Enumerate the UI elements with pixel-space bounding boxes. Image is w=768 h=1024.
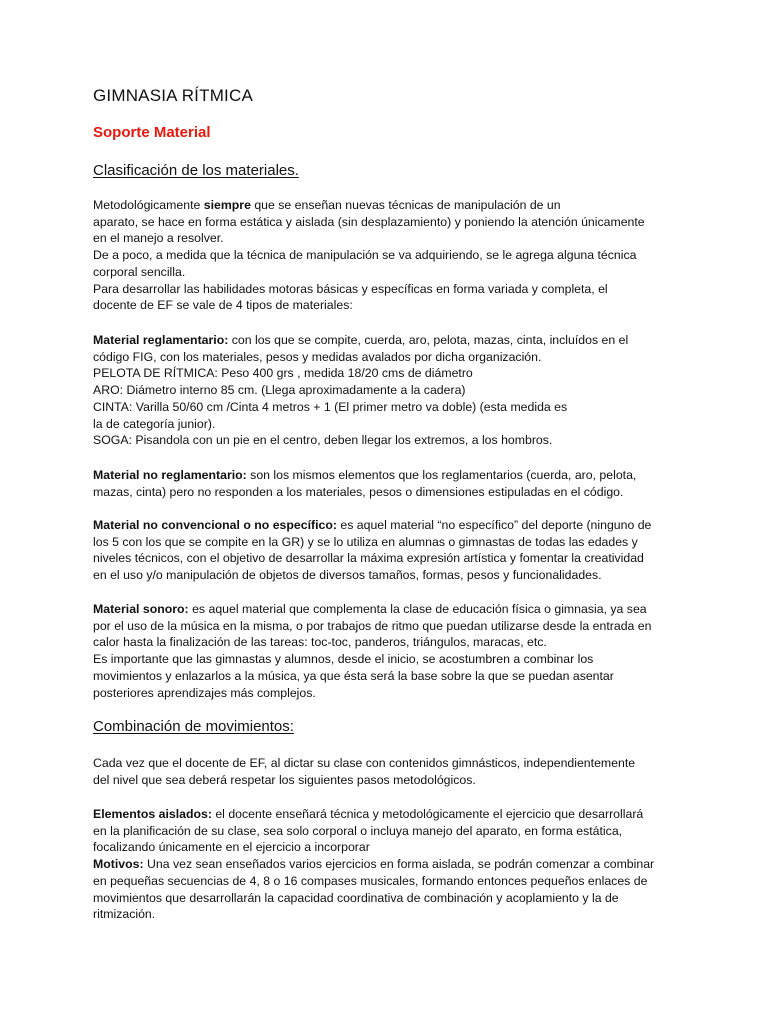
- document-subtitle: Soporte Material: [93, 124, 211, 141]
- text-line: en el uso y/o manipulación de objetos de diversos tamaños, formas, pesos y funcionalidades.: [93, 568, 602, 583]
- text-line: movimientos que desarrollarán la capacidad coordinativa de combinación y acoplamiento y la de: [93, 890, 619, 905]
- text-line: Cada vez que el docente de EF, al dictar su clase con contenidos gimnásticos, independientemente: [93, 756, 636, 770]
- text-run: con los que se compite, cuerda, aro, pelota, mazas, cinta, incluídos en el: [228, 333, 629, 347]
- text-line: por el uso de la música en la misma, o por trabajos de ritmo que puedan utilizarse desde la entrada en: [93, 618, 652, 633]
- text-line: en la planificación de su clase, sea solo corporal o incluya manejo del aparato, en forma estática,: [93, 823, 623, 838]
- text-line: código FIG, con los materiales, pesos y medidas avalados por dicha organización.: [93, 349, 542, 364]
- text-line: [93, 601, 683, 618]
- text-run: es aquel material “no específico” del deporte (ninguno de: [336, 518, 652, 532]
- text-run: Metodológicamente: [93, 198, 204, 212]
- bold-label: Elementos aislados:: [93, 807, 212, 821]
- text-line: posteriores aprendizajes más complejos.: [93, 685, 316, 700]
- paragraph-material-reglamentario: [93, 332, 683, 449]
- text-line: focalizando únicamente en el ejercicio a incorporar: [93, 840, 370, 855]
- text-line: [93, 517, 683, 534]
- paragraph-material-sonoro: [93, 601, 683, 701]
- text-run: el docente enseñará técnica y metodológicamente el ejercicio que desarrollará: [211, 807, 644, 821]
- text-line: [93, 197, 683, 214]
- text-line: CINTA: Varilla 50/60 cm /Cinta 4 metros + 1 (El primer metro va doble) (esta medida es: [93, 399, 568, 414]
- text-run: Una vez sean enseñados varios ejercicios en forma aislada, se podrán comenzar a combinar: [143, 857, 655, 872]
- section-heading-combinacion: Combinación de movimientos:: [93, 718, 294, 735]
- text-line: [93, 332, 683, 349]
- text-line: la de categoría junior).: [93, 416, 216, 431]
- text-line: PELOTA DE RÍTMICA: Peso 400 grs , medida 18/20 cms de diámetro: [93, 366, 473, 381]
- section-heading-clasificacion: Clasificación de los materiales.: [93, 162, 299, 179]
- text-line: ARO: Diámetro interno 85 cm. (Llega aproximadamente a la cadera): [93, 383, 466, 398]
- text-line: corporal sencilla.: [93, 264, 186, 279]
- text-line: [93, 467, 683, 484]
- text-line: SOGA: Pisandola con un pie en el centro, deben llegar los extremos, a los hombros.: [93, 433, 553, 448]
- text-line: los 5 con los que se compite en la GR) y se lo utiliza en alumnas o gimnastas de todas las edades y: [93, 534, 638, 549]
- text-run: son los mismos elementos que los reglamentarios (cuerda, aro, pelota,: [246, 468, 637, 482]
- bold-label: Material sonoro:: [93, 602, 189, 616]
- bold-label: Material reglamentario:: [93, 333, 229, 347]
- text-line: del nivel que sea deberá respetar los siguientes pasos metodológicos.: [93, 772, 476, 787]
- bold-label: Material no reglamentario:: [93, 468, 247, 482]
- text-run: que se enseñan nuevas técnicas de manipulación de un: [250, 198, 561, 212]
- text-line: [93, 856, 683, 873]
- text-line: ritmización.: [93, 907, 156, 922]
- paragraph-intro: [93, 197, 683, 314]
- text-line: Para desarrollar las habilidades motoras básicas y específicas en forma variada y completa, el: [93, 281, 608, 296]
- paragraph-elementos-aislados: [93, 806, 683, 923]
- text-line: docente de EF se vale de 4 tipos de materiales:: [93, 298, 353, 313]
- text-line: calor hasta la finalización de las tareas: toc-toc, panderos, triángulos, maracas, etc.: [93, 635, 547, 650]
- text-line: movimientos y enlazarlos a la música, ya que ésta será la base sobre la que se puedan asentar: [93, 668, 614, 683]
- bold-label: Motivos:: [93, 857, 144, 872]
- paragraph-combinacion-intro: [93, 755, 683, 788]
- text-line: [93, 806, 683, 823]
- text-line: mazas, cinta) pero no responden a los materiales, pesos o dimensiones estipuladas en el código.: [93, 484, 624, 499]
- text-line: niveles técnicos, con el objetivo de desarrollar la máxima expresión artística y fomentar la creatividad: [93, 551, 644, 566]
- bold-text: siempre: [203, 198, 251, 212]
- text-line: De a poco, a medida que la técnica de manipulación se va adquiriendo, se le agrega alguna técnica: [93, 248, 637, 263]
- bold-label: Material no convencional o no específico:: [93, 518, 337, 532]
- text-line: en pequeñas secuencias de 4, 8 o 16 compases musicales, formando entonces pequeños enlaces de: [93, 873, 648, 888]
- text-line: en el manejo a resolver.: [93, 231, 224, 246]
- text-line: aparato, se hace en forma estática y aislada (sin desplazamiento) y poniendo la atención únicamente: [93, 214, 645, 229]
- text-run: es aquel material que complementa la clase de educación física o gimnasia, ya sea: [188, 602, 647, 616]
- document-title: GIMNASIA RÍTMICA: [93, 86, 253, 105]
- paragraph-material-no-reglamentario: [93, 467, 683, 500]
- text-line: Es importante que las gimnastas y alumnos, desde el inicio, se acostumbren a combinar los: [93, 652, 594, 667]
- paragraph-material-no-convencional: [93, 517, 683, 584]
